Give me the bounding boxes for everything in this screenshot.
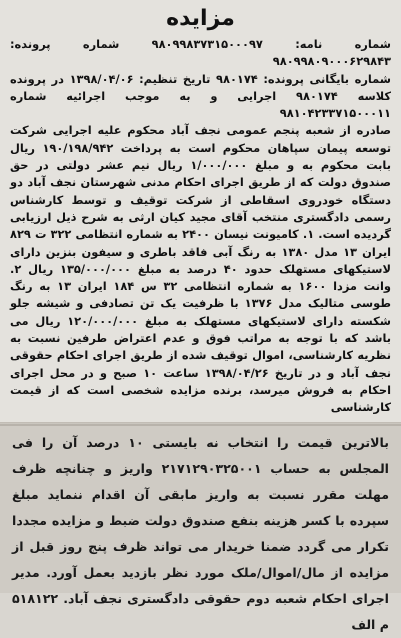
lower-section (0, 424, 401, 632)
archive-numbers: شماره بایگانی پرونده: ۹۸۰۱۷۴ تاریخ تنظیم: ۱۳۹۸/۰۴/۰۶ در پرونده کلاسه ۹۸۰۱۷۴ اجرایی و به موجب اجرائیه شماره ۹۸۱۰۴۲۳۳۷۱۵۰۰۰۱۱ (10, 71, 392, 121)
letter-numbers: شماره نامه: ۹۸۰۹۹۸۳۷۳۱۵۰۰۰۹۷ شماره پرونده: ۹۸۰۹۹۸۰۹۰۰۰۶۲۹۸۴۳ (10, 37, 391, 69)
page-title: مزایده (166, 6, 235, 31)
auction-details: صادره از شعبه پنجم عمومی نجف آباد محکوم علیه اجرایی شرکت توسعه پیمان سپاهان محکوم است به پرداخت ۱۹۰/۱۹۸/۹۴۲ ریال بابت محکوم به و مبلغ ۱/۰۰۰/۰۰۰ ریال نیم عشر دولتی در حق صندوق دولت که از طریق اجرای احکام مدنی شهرستان نجف آباد دو دستگاه خودروی اسقاطی از شرکت توقیف و توسط کارشناس رسمی دادگستری منتخب آقای مجید کیان ارثی به شرح ذیل ارزیابی گردیده است. ۱. کامیونت نیسان ۲۴۰۰ به شماره انتظامی ۳۲۲ ت ۸۲۹ ایران ۱۳ مدل ۱۳۸۰ به رنگ آبی فاقد باطری و سیفون بنزین دارای لاستیکهای مستهلک حدود ۴۰ درصد به مبلغ ۱۳۵/۰۰۰/۰۰۰ ریال ۲. وانت مزدا ۱۶۰۰ به شماره انتظامی ۳۲ س ۱۸۴ ایران ۱۳ به رنگ طوسی متالیک مدل ۱۳۷۶ با ظرفیت یک تن تصادفی و شیشه جلو شکسته دارای لاستیکهای مستهلک به مبلغ ۱۲۰/۰۰۰/۰۰۰ ریال می باشد که با توجه به مراتب فوق و عدم اعتراض طرفین نسبت به نظریه کارشناسی، اموال توقیف شده از طریق اجرای احکام حقوقی نجف آباد و در تاریخ ۱۳۹۸/۰۴/۲۶ ساعت ۱۰ صبح و در محل اجرای احکام به فروش میرسد، برنده مزایده شخصی است که از قیمت کارشناسی (10, 123, 392, 415)
auction-body (10, 36, 391, 417)
auction-terms: بالاترین قیمت را انتخاب نه بایستی ۱۰ درصد آن را فی المجلس به حساب ۲۱۷۱۲۹۰۳۲۵۰۰۱ واریز و چنانچه ظرف مهلت مقرر نسبت به واریز مابقی آن اقدام ننماید مبلغ سپرده با کسر هزینه بنفع صندوق دولت ضبط و مزایده مجددا تکرار می گردد ضمنا خریدار می تواند ظرف پنج روز قبل از مزایده از مال/اموال/ملک مورد نظر بازدید بعمل آورد. مدیر اجرای احکام شعبه دوم حقوقی دادگستری نجف آباد. ۵۱۸۱۲۲ م الف (12, 435, 389, 632)
